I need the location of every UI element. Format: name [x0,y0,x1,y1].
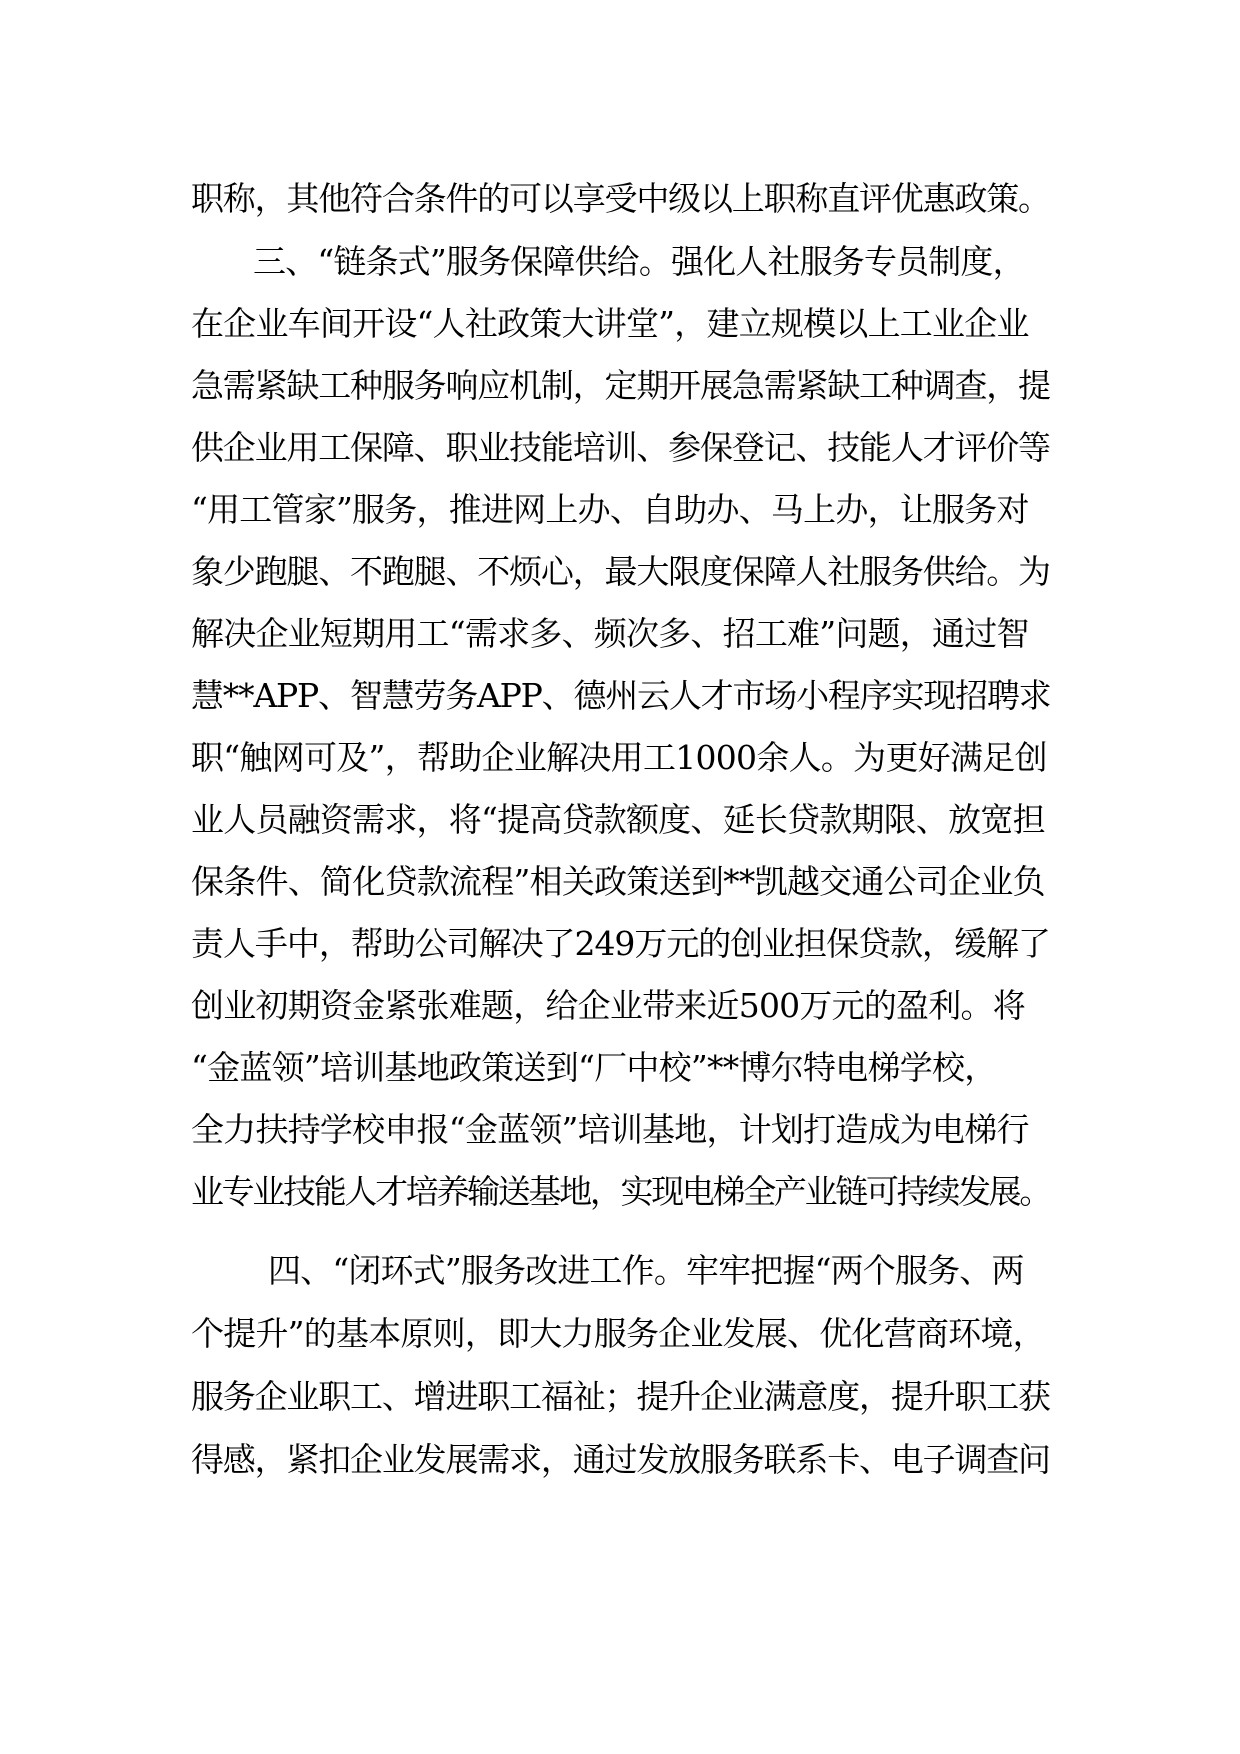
section-4-heading-line: 四、“闭环式”服务改进工作。牢牢把握“两个服务、两 [268,1251,1024,1290]
text-line-8: 解决企业短期用工“需求多、频次多、招工难”问题，通过智 [191,614,1029,653]
text-line-3: 在企业车间开设“人社政策大讲堂”，建立规模以上工业企业 [191,304,1029,343]
text-line-4: 急需紧缺工种服务响应机制，定期开展急需紧缺工种调查，提 [191,366,1050,405]
text-line-13: 责人手中，帮助公司解决了249万元的创业担保贷款，缓解了 [191,924,1050,963]
text-line-16: 全力扶持学校申报“金蓝领”培训基地，计划打造成为电梯行 [191,1110,1029,1149]
text-line-19: 个提升”的基本原则，即大力服务企业发展、优化营商环境， [191,1314,1045,1353]
text-line-9: 慧**APP、智慧劳务APP、德州云人才市场小程序实现招聘求 [191,676,1051,715]
text-line-10: 职“触网可及”，帮助企业解决用工1000余人。为更好满足创 [191,738,1047,777]
text-line-20: 服务企业职工、增进职工福祉；提升企业满意度，提升职工获 [191,1377,1050,1416]
text-line-5: 供企业用工保障、职业技能培训、参保登记、技能人才评价等 [191,428,1050,467]
section-3-heading-line: 三、“链条式”服务保障供给。强化人社服务专员制度， [253,242,1025,281]
text-line-6: “用工管家”服务，推进网上办、自助办、马上办，让服务对 [191,490,1029,529]
text-line-11: 业人员融资需求，将“提高贷款额度、延长贷款期限、放宽担 [191,800,1045,839]
text-line-15: “金蓝领”培训基地政策送到“厂中校”**博尔特电梯学校， [191,1048,997,1087]
text-line-12: 保条件、简化贷款流程”相关政策送到**凯越交通公司企业负 [191,862,1045,901]
text-line-21: 得感，紧扣企业发展需求，通过发放服务联系卡、电子调查问 [191,1440,1050,1479]
text-line-14: 创业初期资金紧张难题，给企业带来近500万元的盈利。将 [191,986,1025,1025]
text-line-7: 象少跑腿、不跑腿、不烦心，最大限度保障人社服务供给。为 [191,552,1050,591]
text-line-1: 职称，其他符合条件的可以享受中级以上职称直评优惠政策。 [191,179,1050,218]
text-line-17: 业专业技能人才培养输送基地，实现电梯全产业链可持续发展。 [191,1172,1051,1211]
